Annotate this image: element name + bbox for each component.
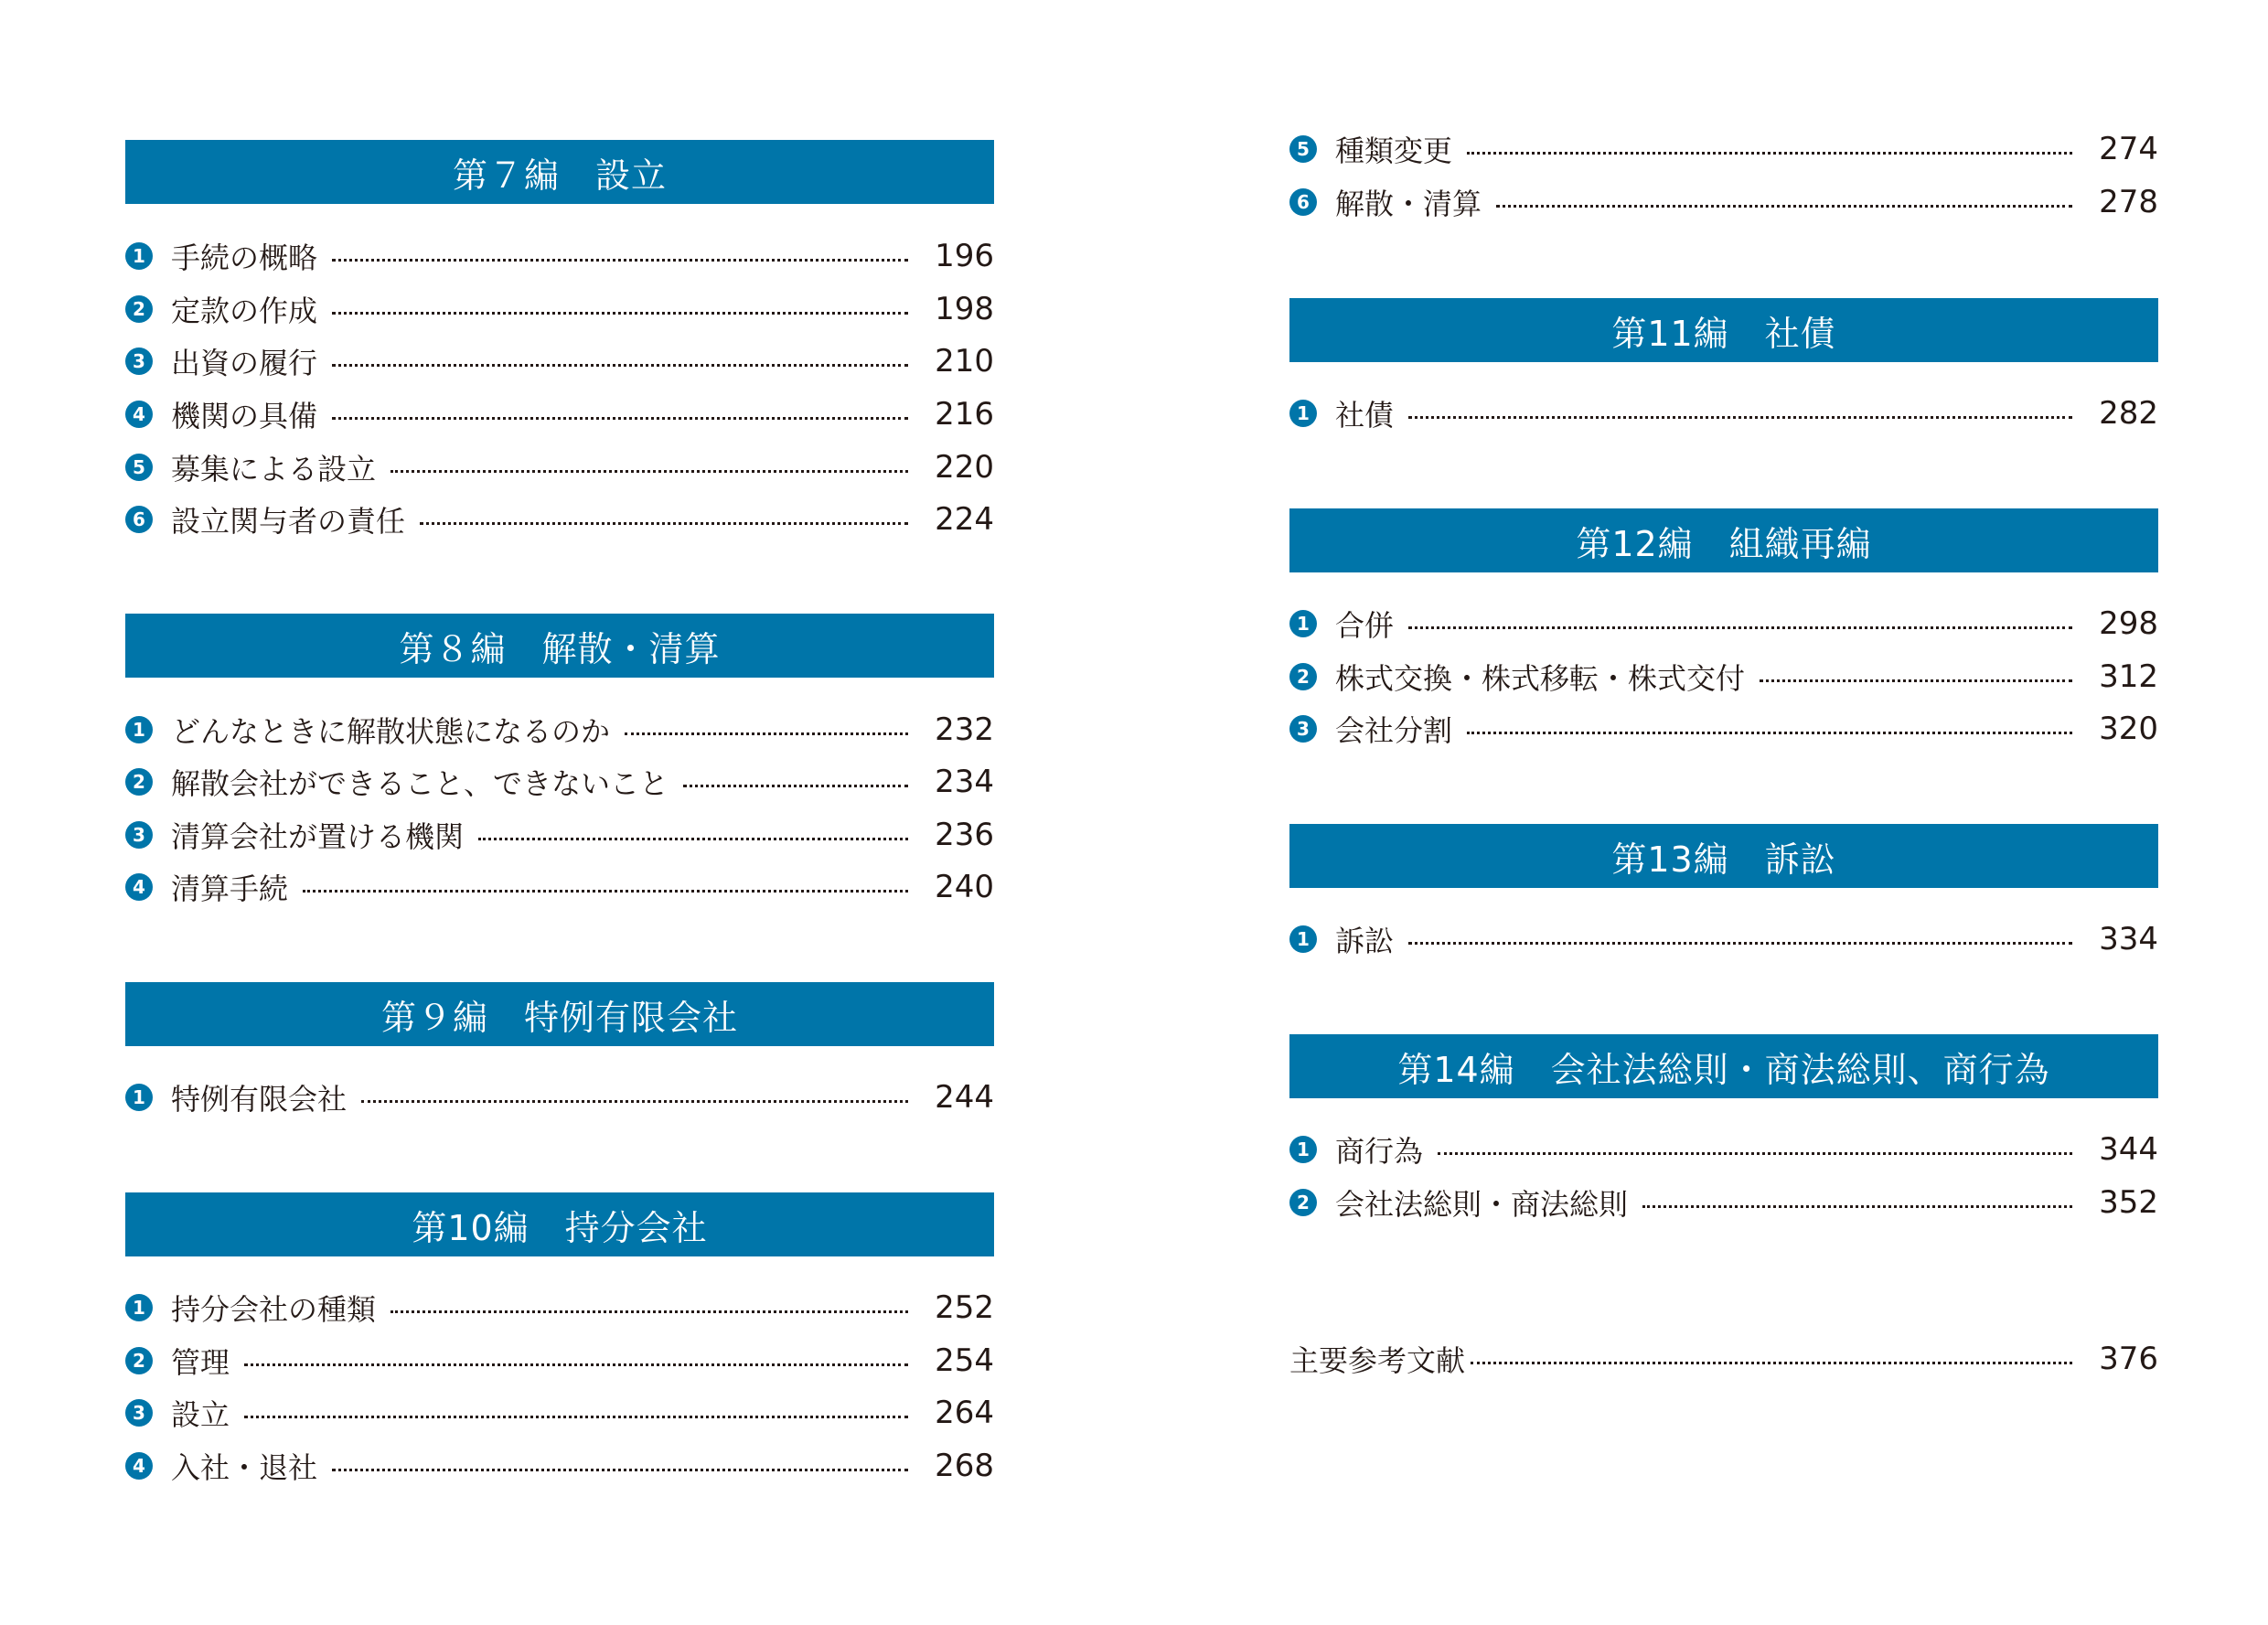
dot-leader [1438,1149,2072,1155]
dot-leader [390,466,908,473]
entry-title: 手続の概略 [171,241,318,275]
page-number: 252 [935,1289,994,1326]
number-badge: 1 [1289,610,1317,637]
toc-entry[interactable] [125,287,994,331]
number-badge: 1 [125,1294,153,1321]
chapter-heading: 第７編 設立 [125,140,994,204]
chapter-heading: 第12編 組織再編 [1289,508,2158,572]
dot-leader [1760,676,2072,682]
chapter-heading: 第９編 特例有限会社 [125,982,994,1046]
number-badge: 1 [1289,925,1317,953]
page-number: 244 [935,1079,994,1116]
dot-leader [332,308,908,315]
dot-leader [1496,201,2072,208]
dot-leader [1642,1202,2072,1208]
entry-title: 入社・退社 [171,1450,318,1485]
page-number: 282 [2099,395,2158,432]
toc-entry[interactable] [1289,180,2158,224]
number-badge: 2 [1289,1189,1317,1216]
entry-title: 解散会社ができること、できないこと [171,766,669,801]
page-number: 234 [935,764,994,800]
toc-entry[interactable] [125,1075,994,1119]
page-number: 240 [935,869,994,905]
toc-chapter [125,1192,994,1256]
entry-title: 種類変更 [1335,134,1453,168]
toc-chapter [125,614,994,678]
number-badge: 1 [1289,1136,1317,1163]
toc-chapter [1289,1034,2158,1098]
number-badge: 2 [125,1347,153,1374]
chapter-heading: 第11編 社債 [1289,298,2158,362]
toc-chapter [1289,508,2158,572]
entry-title: 定款の作成 [171,294,318,328]
toc-entry[interactable] [125,760,994,804]
entry-title: 株式交換・株式移転・株式交付 [1335,661,1746,696]
toc-entry[interactable] [1289,917,2158,961]
page-number: 298 [2099,605,2158,642]
number-badge: 1 [125,1084,153,1111]
entry-title: 会社分割 [1335,713,1453,748]
dot-leader [390,1307,908,1313]
page-number: 312 [2099,658,2158,695]
page-number: 334 [2099,921,2158,957]
entry-title: 設立関与者の責任 [171,504,406,539]
dot-leader [332,255,908,262]
entry-title: 設立 [171,1397,230,1432]
number-badge: 3 [125,821,153,849]
number-badge: 2 [1289,663,1317,690]
number-badge: 3 [1289,715,1317,743]
toc-entry[interactable] [125,1391,994,1435]
toc-entry[interactable] [1289,391,2158,435]
number-badge: 4 [125,1452,153,1480]
dot-leader [1408,938,2072,945]
dot-leader [478,834,908,840]
dot-leader [244,1360,908,1366]
toc-entry[interactable] [125,1286,994,1330]
toc-entry[interactable] [125,1339,994,1383]
toc-entry[interactable] [125,1444,994,1488]
number-badge: 3 [125,347,153,375]
toc-entry[interactable] [1289,602,2158,646]
number-badge: 1 [125,716,153,743]
toc-entry[interactable] [1289,707,2158,751]
dot-leader [361,1096,908,1103]
page-number: 224 [935,501,994,538]
number-badge: 3 [125,1399,153,1427]
chapter-heading: 第14編 会社法総則・商法総則、商行為 [1289,1034,2158,1098]
entry-title: 訴訟 [1335,924,1395,958]
page-number: 216 [935,396,994,433]
toc-entry[interactable] [1289,655,2158,699]
toc-chapter [1289,824,2158,888]
dot-leader [1408,623,2072,629]
entry-title: 清算手続 [171,871,289,906]
toc-chapter [125,140,994,204]
dot-leader [332,360,908,367]
toc-entry[interactable] [125,865,994,909]
dot-leader [332,413,908,420]
page-number: 274 [2099,131,2158,167]
toc-chapter [1289,298,2158,362]
page-number: 210 [935,343,994,380]
page-number: 254 [935,1342,994,1379]
dot-leader [303,886,908,893]
page-number: 198 [935,291,994,327]
number-badge: 2 [125,295,153,323]
page-number: 220 [935,449,994,486]
dot-leader [1471,1358,2072,1364]
page-number: 344 [2099,1131,2158,1168]
number-badge: 4 [125,873,153,901]
number-badge: 6 [125,506,153,533]
page-number: 236 [935,817,994,853]
entry-title: 合併 [1335,608,1395,643]
page-number: 320 [2099,711,2158,747]
entry-title: どんなときに解散状態になるのか [171,714,611,749]
number-badge: 6 [1289,188,1317,216]
toc-entry[interactable] [1289,1181,2158,1224]
dot-leader [420,519,908,525]
toc-entry[interactable] [125,234,994,278]
entry-title: 会社法総則・商法総則 [1335,1187,1629,1222]
dot-leader [625,729,908,735]
entry-title: 管理 [171,1345,230,1380]
dot-leader [1467,148,2072,155]
toc-entry[interactable] [125,339,994,383]
entry-title: 機関の具備 [171,399,318,433]
page-number: 376 [2099,1341,2158,1377]
chapter-heading: 第10編 持分会社 [125,1192,994,1256]
toc-entry[interactable] [125,813,994,857]
number-badge: 2 [125,768,153,796]
number-badge: 1 [1289,400,1317,427]
toc-entry[interactable] [125,708,994,752]
toc-entry[interactable] [1289,127,2158,171]
page-number: 264 [935,1395,994,1431]
dot-leader [1467,728,2072,734]
entry-title: 主要参考文献 [1289,1343,1466,1378]
toc-entry-references[interactable] [1289,1337,2158,1381]
toc-chapter [125,982,994,1046]
number-badge: 1 [125,242,153,270]
number-badge: 5 [125,454,153,481]
entry-title: 清算会社が置ける機関 [171,819,465,854]
entry-title: 出資の履行 [171,346,318,380]
toc-entry[interactable] [1289,1128,2158,1171]
entry-title: 解散・清算 [1335,187,1482,221]
number-badge: 4 [125,401,153,428]
page-number: 196 [935,238,994,274]
dot-leader [1408,412,2072,419]
chapter-heading: 第13編 訴訟 [1289,824,2158,888]
dot-leader [244,1412,908,1418]
toc-entry[interactable] [125,445,994,489]
page-number: 232 [935,711,994,748]
toc-entry[interactable] [125,497,994,541]
chapter-heading: 第８編 解散・清算 [125,614,994,678]
entry-title: 商行為 [1335,1134,1424,1169]
entry-title: 募集による設立 [171,452,377,486]
page-number: 268 [935,1448,994,1484]
page-number: 352 [2099,1184,2158,1221]
number-badge: 5 [1289,135,1317,163]
toc-entry[interactable] [125,392,994,436]
dot-leader [683,781,908,787]
page-number: 278 [2099,184,2158,220]
dot-leader [332,1465,908,1471]
entry-title: 特例有限会社 [171,1082,348,1117]
entry-title: 持分会社の種類 [171,1292,377,1327]
entry-title: 社債 [1335,398,1395,433]
